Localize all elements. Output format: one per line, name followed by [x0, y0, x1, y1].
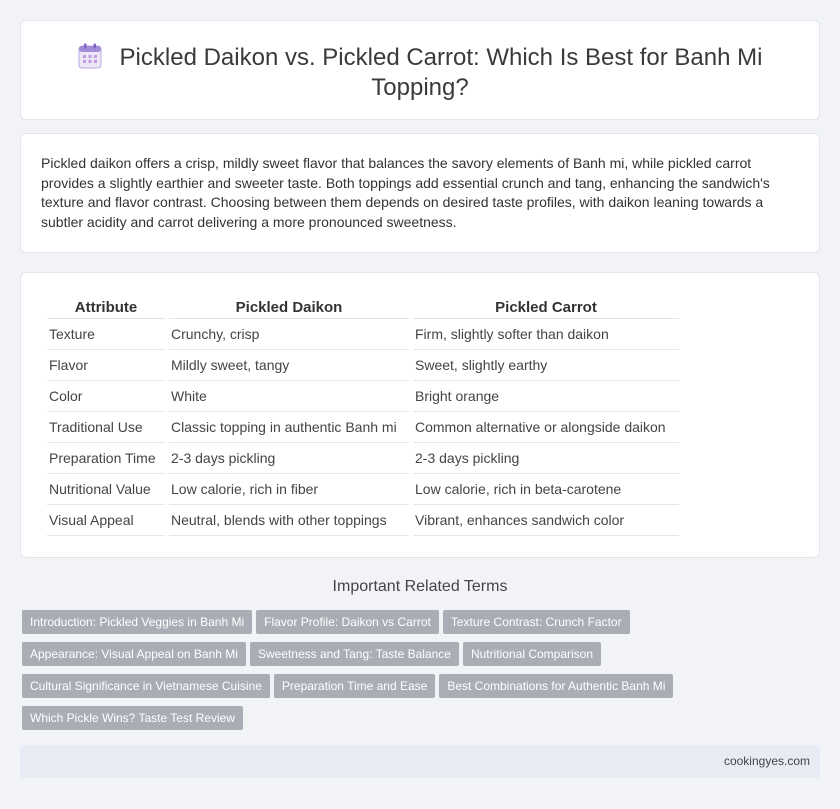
header-attribute: Attribute: [47, 295, 165, 319]
tag-link[interactable]: Preparation Time and Ease: [274, 674, 435, 698]
tag-link[interactable]: Cultural Significance in Vietnamese Cuisine: [22, 674, 270, 698]
intro-card: [20, 133, 820, 253]
row-attribute: Traditional Use: [47, 412, 165, 443]
row-attribute: Visual Appeal: [47, 505, 165, 536]
tag-row: [22, 642, 722, 674]
header-pickled-daikon: Pickled Daikon: [169, 295, 409, 319]
tag-link[interactable]: Sweetness and Tang: Taste Balance: [250, 642, 459, 666]
row-attribute: Color: [47, 381, 165, 412]
tag-row: [22, 674, 722, 706]
tag-link[interactable]: Flavor Profile: Daikon vs Carrot: [256, 610, 439, 634]
calendar-icon: [78, 43, 102, 69]
tag-row: [22, 610, 722, 642]
row-attribute: Flavor: [47, 350, 165, 381]
footer-site-link[interactable]: cookingyes.com: [723, 754, 810, 768]
table-row: [47, 505, 679, 536]
row-daikon: 2-3 days pickling: [169, 443, 409, 474]
tag-row: [22, 706, 722, 738]
page-title-wrap: [21, 43, 819, 103]
comparison-table: [43, 295, 683, 536]
row-daikon: Low calorie, rich in fiber: [169, 474, 409, 505]
tag-link[interactable]: Nutritional Comparison: [463, 642, 601, 666]
table-row: [47, 443, 679, 474]
row-attribute: Texture: [47, 319, 165, 350]
table-row: [47, 350, 679, 381]
row-carrot: Sweet, slightly earthy: [413, 350, 679, 381]
tag-link[interactable]: Appearance: Visual Appeal on Banh Mi: [22, 642, 246, 666]
related-terms-tags: [22, 610, 722, 738]
row-daikon: White: [169, 381, 409, 412]
footer: [20, 745, 820, 778]
tag-link[interactable]: Introduction: Pickled Veggies in Banh Mi: [22, 610, 252, 634]
table-row: [47, 474, 679, 505]
tag-link[interactable]: Best Combinations for Authentic Banh Mi: [439, 674, 673, 698]
tag-link[interactable]: Which Pickle Wins? Taste Test Review: [22, 706, 243, 730]
row-carrot: Low calorie, rich in beta-carotene: [413, 474, 679, 505]
row-daikon: Classic topping in authentic Banh mi: [169, 412, 409, 443]
header-pickled-carrot: Pickled Carrot: [413, 295, 679, 319]
comparison-card: [20, 272, 820, 558]
page-title: Pickled Daikon vs. Pickled Carrot: Which Is Best for Banh Mi Topping?: [119, 44, 763, 101]
row-attribute: Nutritional Value: [47, 474, 165, 505]
row-carrot: Vibrant, enhances sandwich color: [413, 505, 679, 536]
table-row: [47, 381, 679, 412]
row-carrot: Bright orange: [413, 381, 679, 412]
row-carrot: Firm, slightly softer than daikon: [413, 319, 679, 350]
table-row: [47, 319, 679, 350]
tag-link[interactable]: Texture Contrast: Crunch Factor: [443, 610, 630, 634]
row-attribute: Preparation Time: [47, 443, 165, 474]
related-terms-heading: Important Related Terms: [332, 578, 508, 595]
row-daikon: Mildly sweet, tangy: [169, 350, 409, 381]
row-carrot: 2-3 days pickling: [413, 443, 679, 474]
intro-paragraph: Pickled daikon offers a crisp, mildly sweet flavor that balances the savory elements of Banh mi, while pickled carrot provides a slightly earthier and sweeter taste. Both toppings add essential crunch and tang, enhancing the sandwich's texture and flavor contrast. Choosing between them depends on desired taste profiles, with daikon leaning towards a subtler acidity and carrot delivering a more pronounced sweetness.: [41, 155, 770, 230]
title-card: [20, 20, 820, 120]
table-header-row: [47, 295, 679, 319]
row-daikon: Crunchy, crisp: [169, 319, 409, 350]
row-carrot: Common alternative or alongside daikon: [413, 412, 679, 443]
row-daikon: Neutral, blends with other toppings: [169, 505, 409, 536]
table-row: [47, 412, 679, 443]
